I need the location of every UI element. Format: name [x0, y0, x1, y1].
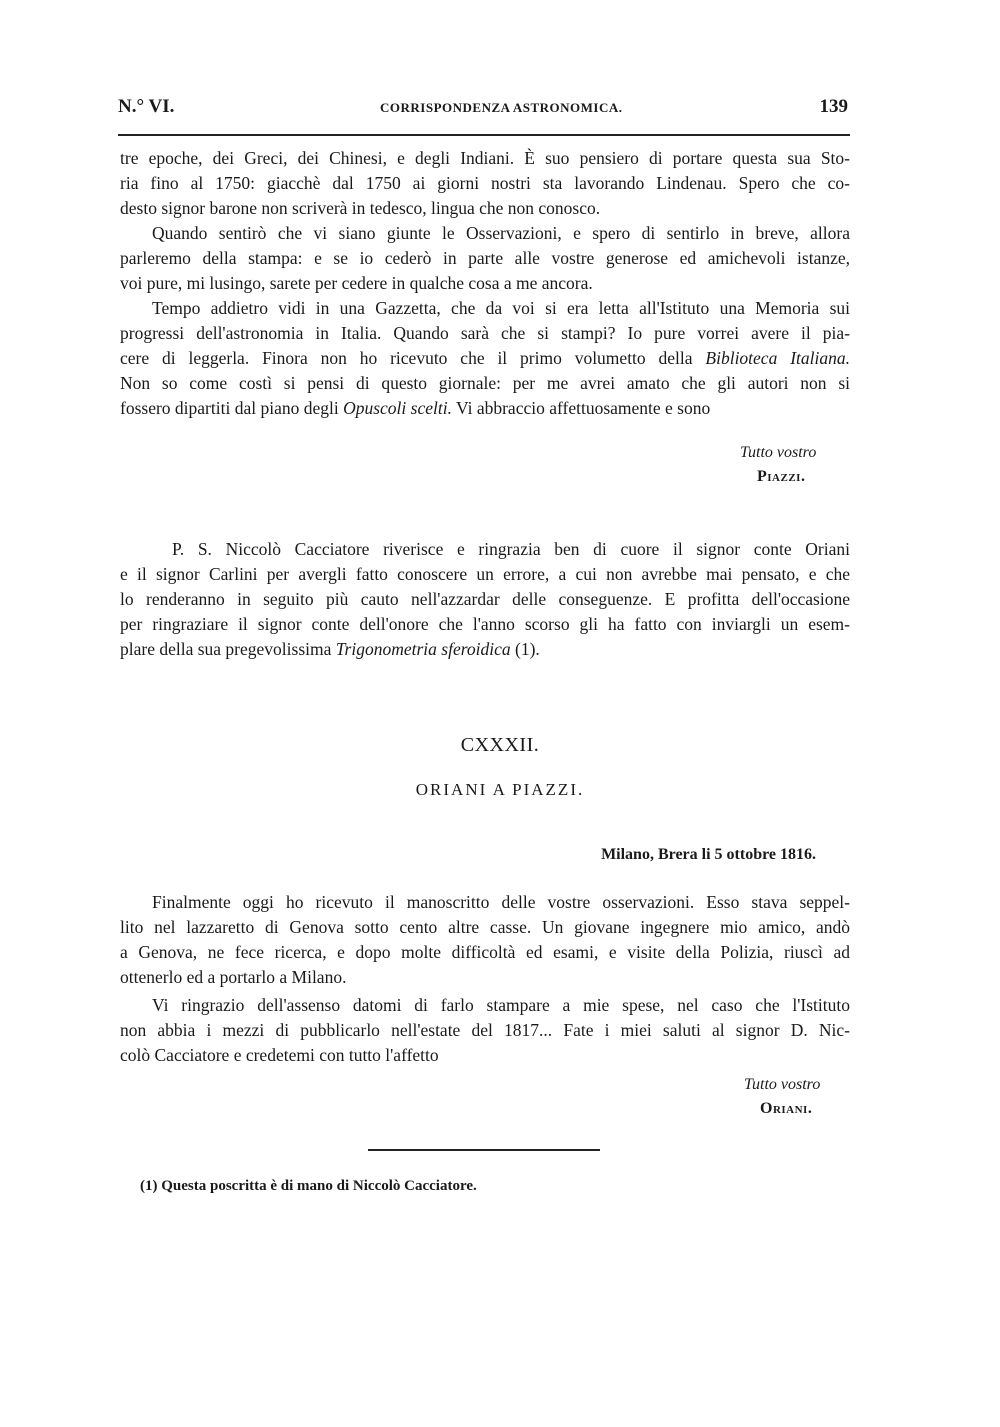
page-header	[118, 96, 848, 128]
header-rule	[118, 134, 850, 136]
text-line: voi pure, mi lusingo, sarete per cedere in qualche cosa a me ancora.	[120, 273, 593, 293]
dateline: Milano, Brera li 5 ottobre 1816.	[601, 846, 816, 863]
text-line: P. S. Niccolò Cacciatore riverisce e ringrazia ben di cuore il signor conte Oriani	[172, 539, 850, 559]
paragraph	[120, 890, 850, 990]
text-line: a Genova, ne fece ricerca, e dopo molte difficoltà ed esami, e visite della Polizia, riuscì ad	[120, 942, 850, 962]
text-line: lito nel lazzaretto di Genova sotto cento altre casse. Un giovane ingegnere mio amico, andò	[120, 917, 850, 937]
text-line: plare della sua pregevolissima Trigonometria sferoidica (1).	[120, 639, 540, 659]
closing: Tutto vostro	[744, 1076, 821, 1093]
running-title: CORRISPONDENZA ASTRONOMICA.	[380, 100, 623, 115]
text-line: parleremo della stampa: e se io cederò in parte alle vostre generose ed amichevoli istanze,	[120, 248, 850, 268]
text-line: Tempo addietro vidi in una Gazzetta, che da voi si era letta all'Istituto una Memoria sui	[152, 298, 850, 318]
paragraph	[120, 221, 850, 296]
paragraph	[120, 993, 850, 1068]
text-line: non abbia i mezzi di pubblicarlo nell'estate del 1817... Fate i miei saluti al signor D. Nic-	[120, 1020, 850, 1040]
signature-block	[744, 1073, 820, 1121]
text-line: tre epoche, dei Greci, dei Chinesi, e degli Indiani. È suo pensiero di portare questa sua Sto-	[120, 148, 850, 168]
closing: Tutto vostro	[740, 444, 817, 461]
text-line: per ringraziare il signor conte dell'onore che l'anno scorso gli ha fatto con inviargli un esem-	[120, 614, 850, 634]
text-line: e il signor Carlini per avergli fatto conoscere un errore, a cui non avrebbe mai pensato, e che	[120, 564, 850, 584]
footnote: (1) Questa poscritta è di mano di Niccolò Cacciatore.	[140, 1178, 477, 1194]
text-line: ria fino al 1750: giacchè dal 1750 ai giorni nostri sta lavorando Lindenau. Spero che co-	[120, 173, 850, 193]
text-line: progressi dell'astronomia in Italia. Quando sarà che si stampi? Io pure vorrei avere il pia-	[120, 323, 850, 343]
postscript	[120, 537, 850, 662]
text-line: Vi ringrazio dell'assenso datomi di farlo stampare a mie spese, nel caso che l'Istituto	[152, 995, 850, 1015]
footnote-rule	[368, 1149, 600, 1151]
book-title: Opuscoli scelti.	[343, 398, 452, 418]
section-number: N.° VI.	[118, 96, 175, 117]
text-line: colò Cacciatore e credetemi con tutto l'affetto	[120, 1045, 439, 1065]
letter-number: CXXXII.	[460, 734, 540, 756]
text-line: cere di leggerla. Finora non ho ricevuto che il primo volumetto della Biblioteca Italiana.	[120, 348, 850, 368]
text-line: desto signor barone non scriverà in tedesco, lingua che non conosco.	[120, 198, 601, 218]
signature-block	[740, 441, 816, 489]
text-line: Quando sentirò che vi siano giunte le Osservazioni, e spero di sentirlo in breve, allora	[152, 223, 850, 243]
text-line: lo renderanno in seguito più cauto nell'azzardar delle conseguenze. E profitta dell'occasione	[120, 589, 850, 609]
text-line: fossero dipartiti dal piano degli Opuscoli scelti. Vi abbraccio affettuosamente e sono	[120, 398, 711, 418]
letter-title: ORIANI A PIAZZI.	[415, 780, 585, 799]
signature: Piazzi.	[757, 468, 806, 485]
text-line: Finalmente oggi ho ricevuto il manoscritto delle vostre osservazioni. Esso stava seppel-	[152, 892, 850, 912]
text-line: Non so come costì si pensi di questo giornale: per me avrei amato che gli autori non si	[120, 373, 850, 393]
signature: Oriani.	[760, 1100, 813, 1117]
page-number: 139	[819, 96, 848, 117]
paragraph	[120, 296, 850, 421]
paragraph	[120, 146, 850, 221]
book-title: Biblioteca Italiana.	[705, 348, 850, 368]
text-line: ottenerlo ed a portarlo a Milano.	[120, 967, 347, 987]
book-title: Trigonometria sferoidica	[335, 639, 511, 659]
